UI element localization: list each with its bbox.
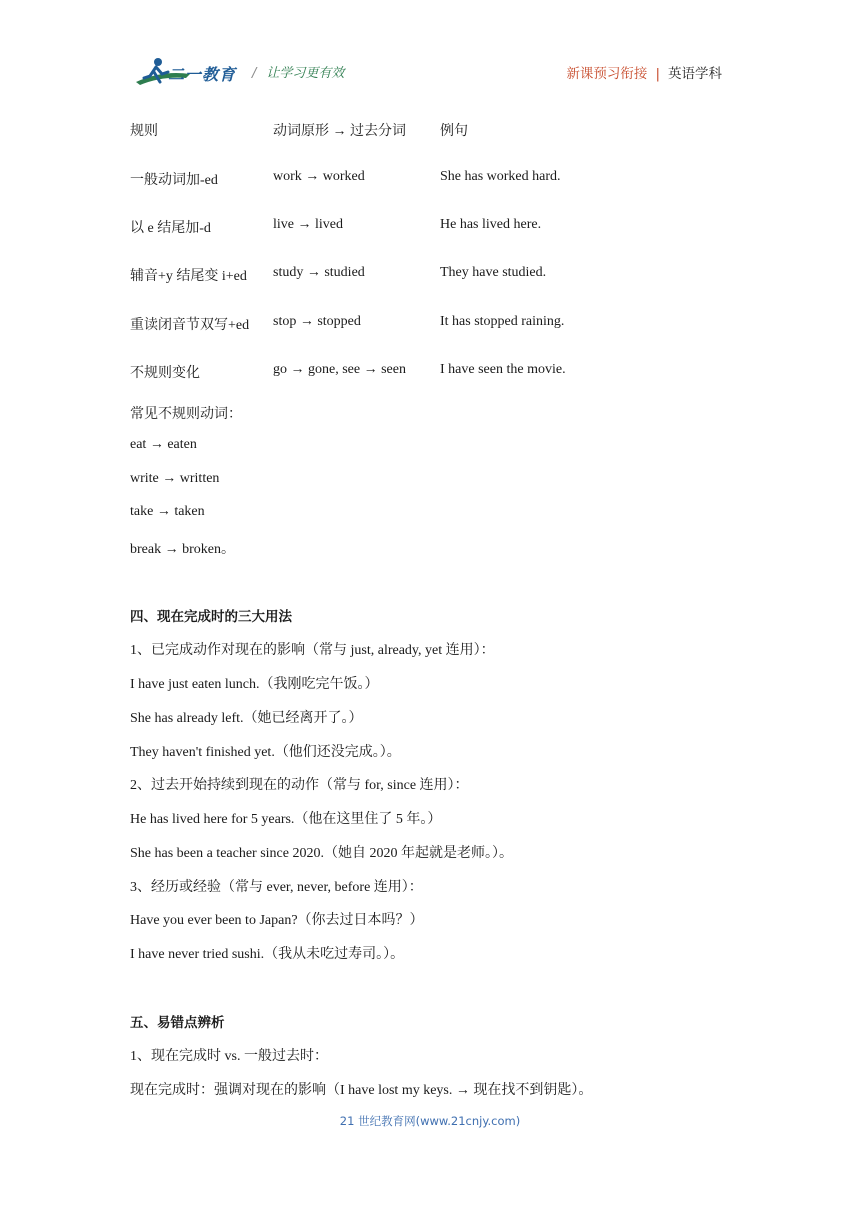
paragraph-line: 2、过去开始持续到现在的动作（常与 for, since 连用）：	[130, 778, 469, 793]
paragraph-line: 现在完成时：强调对现在的影响（I have lost my keys. → 现在找不到钥匙）。	[130, 1083, 593, 1098]
paragraph-line: 1、现在完成时 vs. 一般过去时：	[130, 1049, 328, 1064]
example-cell: He has lived here.	[440, 217, 542, 232]
paragraph-line: I have just eaten lunch.（我刚吃完午饭。）	[130, 677, 379, 692]
paragraph-line: They haven't finished yet.（他们还没完成。）。	[130, 745, 401, 760]
rule-cell: 重读闭音节双写+ed	[130, 318, 250, 333]
slogan: / 让学习更有效	[252, 66, 345, 81]
example-cell: They have studied.	[440, 265, 547, 280]
table-header-cell: 动词原形 → 过去分词	[273, 124, 406, 139]
example-cell: It has stopped raining.	[440, 314, 565, 329]
rule-cell: 辅音+y 结尾变 i+ed	[130, 269, 247, 284]
example-cell: She has worked hard.	[440, 169, 561, 184]
slogan-text: 让学习更有效	[266, 66, 345, 81]
irregular-title: 常见不规则动词：	[130, 407, 242, 422]
verb-cell: go → gone, see → seen	[273, 362, 406, 377]
table-header-cell: 例句	[440, 124, 468, 139]
page-footer: 21 世纪教育网(www.21cnjy.com)	[339, 1114, 521, 1128]
example-cell: I have seen the movie.	[440, 362, 566, 377]
irregular-item: eat → eaten	[130, 437, 197, 452]
paragraph-line: 1、已完成动作对现在的影响（常与 just, already, yet 连用）：	[130, 643, 495, 658]
verb-cell: live → lived	[273, 217, 343, 232]
section-heading: 五、易错点辨析	[130, 1015, 225, 1031]
paragraph-line: Have you ever been to Japan?（你去过日本吗？）	[130, 913, 424, 928]
paragraph-line: 3、经历或经验（常与 ever, never, before 连用）：	[130, 880, 423, 895]
rule-cell: 以 e 结尾加-d	[130, 221, 211, 236]
page-header	[0, 0, 860, 100]
paragraph-line: I have never tried sushi.（我从未吃过寿司。）。	[130, 947, 405, 962]
verb-cell: stop → stopped	[273, 314, 361, 329]
paragraph-line: She has been a teacher since 2020.（她自 2020 年起就是老师。）。	[130, 846, 513, 861]
verb-cell: work → worked	[273, 169, 365, 184]
rule-cell: 一般动词加-ed	[130, 173, 218, 188]
header-right: 新课预习衔接 | 英语学科	[566, 66, 722, 82]
irregular-item: take → taken	[130, 504, 205, 519]
logo-text: 二一教育	[168, 65, 237, 84]
paragraph-line: She has already left.（她已经离开了。）	[130, 711, 363, 726]
rule-cell: 不规则变化	[130, 366, 200, 381]
subject-label: 英语学科	[668, 66, 722, 82]
verb-cell: study → studied	[273, 265, 365, 280]
irregular-item: write → written	[130, 471, 220, 486]
paragraph-line: He has lived here for 5 years.（他在这里住了 5 年。）	[130, 812, 442, 827]
section-heading: 四、现在完成时的三大用法	[130, 609, 292, 625]
table-header-cell: 规则	[130, 124, 158, 139]
irregular-item: break → broken。	[130, 542, 235, 557]
course-label: 新课预习衔接	[566, 66, 648, 82]
